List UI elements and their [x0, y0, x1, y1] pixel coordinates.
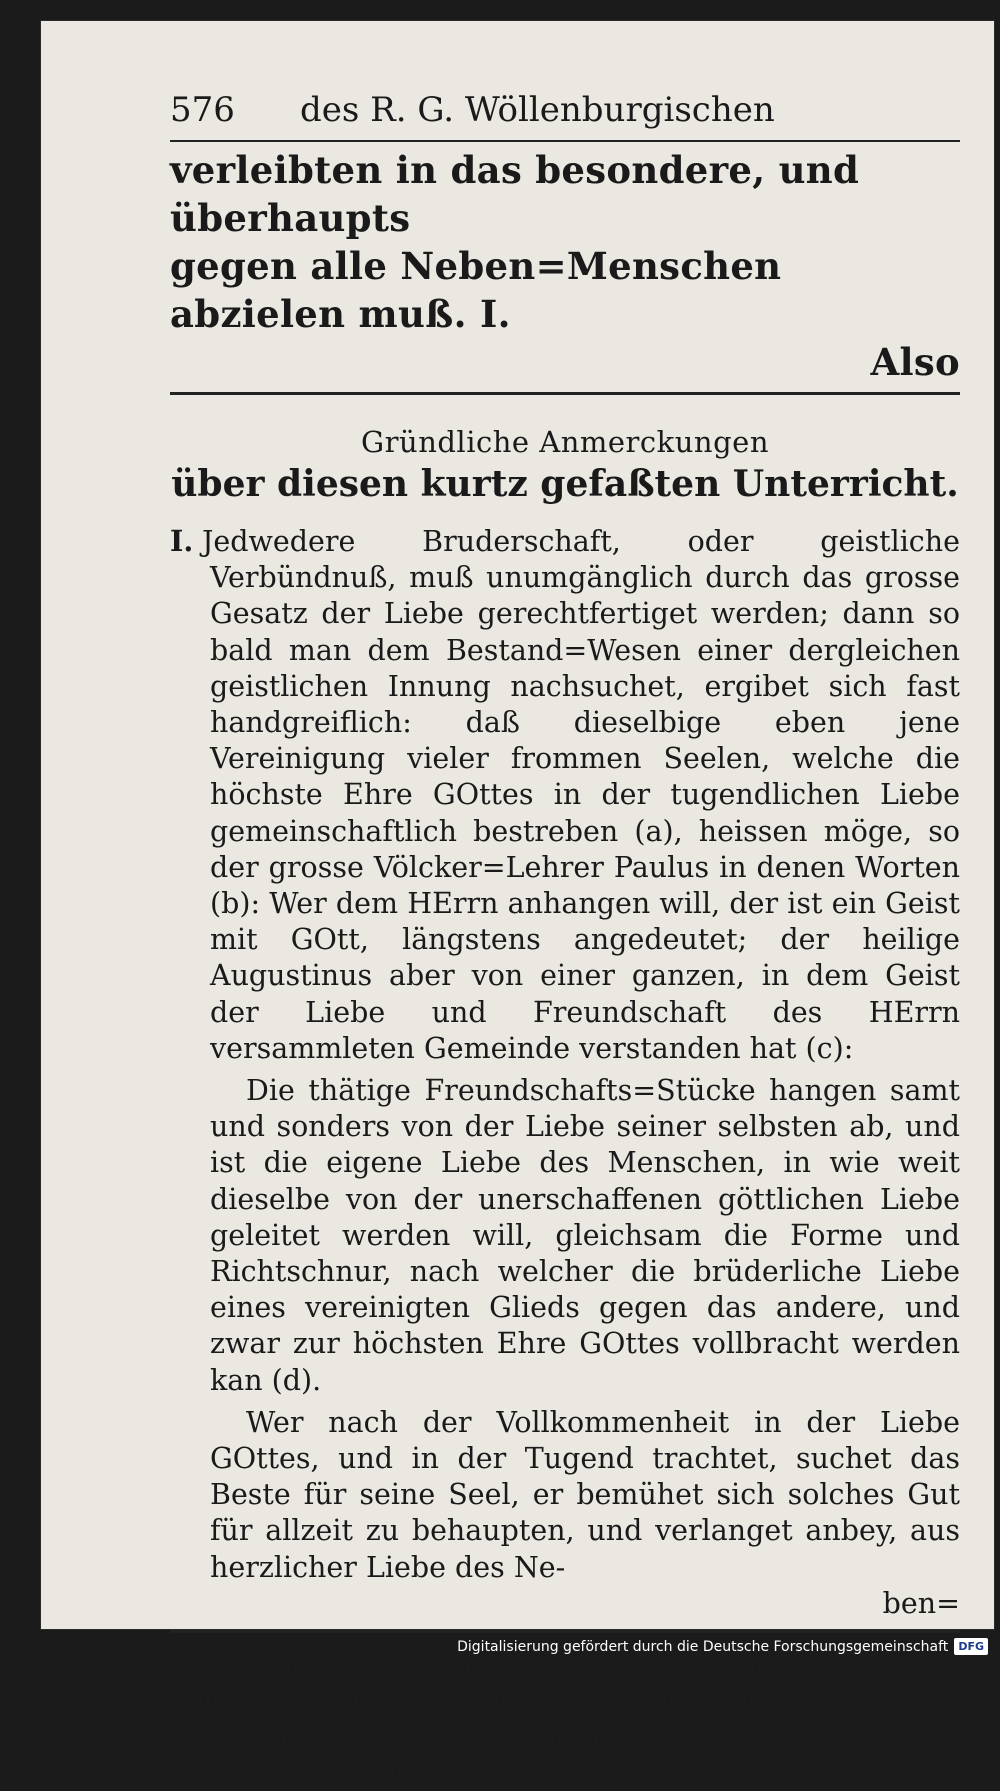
footnote-line: (a) Conformiter ad de finit. Societat. à S. Thom. Opusc. contra [170, 1651, 897, 1678]
paragraph-text: Jedwedere Bruderschaft, oder geistliche Verbündnuß, muß unumgänglich durch das grosse Gesatz der Liebe gerechtfertiget werden; dann so bald man dem Bestand=Wesen einer dergleichen geistlichen Innung nachsuchet, ergibet sich fast handgreiflich: daß dieselbige eben jene Vereinigung vieler frommen Seelen, welche die höchste Ehre GOttes in der tugendlichen Liebe gemeinschaftlich bestreben (a), heissen möge, so der grosse Völcker=Lehrer Paulus in denen Worten (b): Wer dem HErrn anhangen will, der ist ein Geist mit GOtt, längstens angedeutet; der heilige Augustinus aber von einer ganzen, in dem Geist der Liebe und Freundschaft des HErrn versammleten Gemeinde verstanden hat (c): [202, 525, 960, 1065]
intro-line: gegen alle Neben=Menschen abzielen muß. I. [170, 244, 782, 336]
running-header [170, 90, 960, 140]
section-title: Gründliche Anmerckungen [360, 425, 769, 459]
section-rule [170, 392, 960, 395]
catchword: ben= [882, 1586, 960, 1620]
credit-text: Digitalisierung gefördert durch die Deutsche Forschungsgemeinschaft [457, 1638, 949, 1655]
funding-credit [457, 1638, 988, 1655]
intro-catchword: Also [870, 340, 960, 384]
section-subtitle: über diesen kurtz gefaßten Unterricht. [171, 463, 959, 505]
paragraph-number: I. [170, 524, 194, 558]
intro-line: verleibten in das besondere, und überhaupts [170, 148, 860, 240]
page-number: 576 [170, 90, 235, 130]
footnotes [170, 1647, 960, 1791]
footnote-line: 2. q. 26. art. 4. Argum. sed contra. [170, 1759, 575, 1786]
paragraph: Die thätige Freundschafts=Stücke hangen samt und sonders von der Liebe seiner selbsten ab, und ist die eigene Liebe des Menschen, in wie weit dieselbe von der unerschaffenen göttlichen Liebe geleitet werden will, gleichsam die Forme und Richtschnur, nach welcher die brüderliche Liebe eines vereinigten Glieds gegen das andere, und zwar zur höchsten Ehre GOttes vollbracht werden kan (d). [210, 1074, 960, 1397]
footnote-line: Religion. Impugnat. C. 5. col. 3. in fin. (b) 1. Cor. 6. v. 17. [170, 1687, 836, 1714]
page-content [170, 90, 960, 1791]
paragraph: Wer nach der Vollkommenheit in der Liebe GOttes, und in der Tugend trachtet, suchet das Beste für seine Seel, er bemühet sich solches Gut für allzeit zu behaupten, und verlanget anbey, aus herzlicher Liebe des Ne- [210, 1405, 960, 1584]
running-title: des R. G. Wöllenburgischen [300, 90, 775, 130]
paragraph [170, 523, 960, 1067]
intro-text [170, 146, 960, 386]
dfg-logo-icon: DFG [954, 1638, 988, 1655]
footnote-rule [170, 1630, 960, 1633]
footnote-line: (c) S. August. de civit. Dei ubi sup. in Prolog. (d) S. Thom. 2. [170, 1723, 874, 1750]
header-rule [170, 140, 960, 142]
body-text [170, 523, 960, 1622]
